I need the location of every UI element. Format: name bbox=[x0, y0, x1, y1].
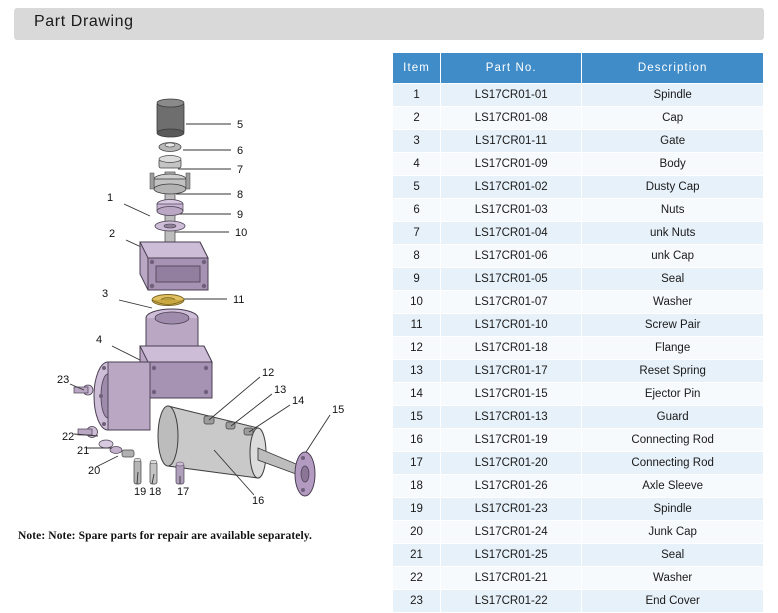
table-row bbox=[393, 291, 764, 314]
cell-part-no: LS17CR01-26 bbox=[441, 475, 582, 498]
table-row bbox=[393, 429, 764, 452]
column-header-description: Description bbox=[582, 53, 764, 84]
callout-13: 13 bbox=[274, 384, 287, 396]
cell-part-no: LS17CR01-18 bbox=[441, 337, 582, 360]
spare-parts-note: Note: Note: Spare parts for repair are available separately. bbox=[18, 530, 312, 542]
table-row bbox=[393, 337, 764, 360]
callout-7: 7 bbox=[237, 164, 244, 176]
cell-description: Washer bbox=[582, 291, 764, 314]
callout-23: 23 bbox=[57, 374, 70, 386]
cell-part-no: LS17CR01-04 bbox=[441, 222, 582, 245]
part-nuts bbox=[159, 143, 181, 152]
cell-description: Flange bbox=[582, 337, 764, 360]
callout-2: 2 bbox=[108, 228, 116, 240]
table-row bbox=[393, 360, 764, 383]
cell-description: Axle Sleeve bbox=[582, 475, 764, 498]
cell-description: Dusty Cap bbox=[582, 176, 764, 199]
cell-part-no: LS17CR01-03 bbox=[441, 199, 582, 222]
cell-part-no: LS17CR01-08 bbox=[441, 107, 582, 130]
cell-description: Spindle bbox=[582, 498, 764, 521]
table-header-row bbox=[393, 53, 764, 84]
part-dusty-cap bbox=[157, 99, 184, 137]
cell-part-no: LS17CR01-11 bbox=[441, 130, 582, 153]
cell-item: 11 bbox=[393, 314, 441, 337]
callout-22: 22 bbox=[62, 431, 75, 443]
column-header-part-no: Part No. bbox=[441, 53, 582, 84]
parts-table bbox=[392, 52, 764, 613]
cell-item: 15 bbox=[393, 406, 441, 429]
table-row bbox=[393, 314, 764, 337]
table-row bbox=[393, 498, 764, 521]
cell-part-no: LS17CR01-15 bbox=[441, 383, 582, 406]
cell-item: 23 bbox=[393, 590, 441, 613]
cell-item: 2 bbox=[393, 107, 441, 130]
table-row bbox=[393, 222, 764, 245]
cell-part-no: LS17CR01-22 bbox=[441, 590, 582, 613]
cell-item: 12 bbox=[393, 337, 441, 360]
cell-item: 6 bbox=[393, 199, 441, 222]
cell-part-no: LS17CR01-01 bbox=[441, 84, 582, 107]
table-row bbox=[393, 590, 764, 613]
table-row bbox=[393, 176, 764, 199]
cell-item: 19 bbox=[393, 498, 441, 521]
cell-description: Connecting Rod bbox=[582, 452, 764, 475]
cell-item: 7 bbox=[393, 222, 441, 245]
callout-14: 14 bbox=[292, 395, 305, 407]
cell-part-no: LS17CR01-20 bbox=[441, 452, 582, 475]
cell-item: 17 bbox=[393, 452, 441, 475]
cell-item: 9 bbox=[393, 268, 441, 291]
cell-part-no: LS17CR01-19 bbox=[441, 429, 582, 452]
cell-description: Ejector Pin bbox=[582, 383, 764, 406]
cell-description: End Cover bbox=[582, 590, 764, 613]
callout-4: 4 bbox=[95, 334, 103, 346]
cell-part-no: LS17CR01-23 bbox=[441, 498, 582, 521]
cell-description: Gate bbox=[582, 130, 764, 153]
cell-item: 22 bbox=[393, 567, 441, 590]
table-row bbox=[393, 521, 764, 544]
cell-description: Spindle bbox=[582, 84, 764, 107]
callout-8: 8 bbox=[237, 189, 244, 201]
cell-item: 4 bbox=[393, 153, 441, 176]
callout-16: 16 bbox=[252, 495, 265, 507]
cell-description: unk Nuts bbox=[582, 222, 764, 245]
table-row bbox=[393, 245, 764, 268]
callout-6: 6 bbox=[237, 145, 244, 157]
callout-21: 21 bbox=[77, 445, 90, 457]
column-header-item: Item bbox=[393, 53, 441, 84]
part-screw-pair bbox=[152, 295, 184, 306]
part-unk-nuts bbox=[159, 156, 181, 169]
cell-part-no: LS17CR01-06 bbox=[441, 245, 582, 268]
cell-item: 18 bbox=[393, 475, 441, 498]
callout-19: 19 bbox=[134, 486, 147, 498]
cell-description: Connecting Rod bbox=[582, 429, 764, 452]
callout-17: 17 bbox=[177, 486, 190, 498]
cell-description: Guard bbox=[582, 406, 764, 429]
part-drawing-panel bbox=[0, 46, 388, 560]
cell-description: Junk Cap bbox=[582, 521, 764, 544]
parts-table-container bbox=[392, 52, 764, 613]
cell-description: unk Cap bbox=[582, 245, 764, 268]
cell-item: 16 bbox=[393, 429, 441, 452]
callout-3: 3 bbox=[101, 288, 109, 300]
exploded-part-diagram bbox=[0, 46, 388, 560]
table-row bbox=[393, 452, 764, 475]
table-row bbox=[393, 268, 764, 291]
cell-item: 14 bbox=[393, 383, 441, 406]
callout-10: 10 bbox=[235, 227, 248, 239]
cell-item: 3 bbox=[393, 130, 441, 153]
cell-item: 8 bbox=[393, 245, 441, 268]
page-title: Part Drawing bbox=[34, 13, 134, 30]
cell-part-no: LS17CR01-13 bbox=[441, 406, 582, 429]
callout-18: 18 bbox=[149, 486, 162, 498]
callout-9: 9 bbox=[237, 209, 244, 221]
table-row bbox=[393, 383, 764, 406]
callout-11: 11 bbox=[233, 294, 245, 306]
table-row bbox=[393, 107, 764, 130]
table-row bbox=[393, 153, 764, 176]
cell-item: 1 bbox=[393, 84, 441, 107]
cell-part-no: LS17CR01-10 bbox=[441, 314, 582, 337]
table-row bbox=[393, 544, 764, 567]
cell-part-no: LS17CR01-25 bbox=[441, 544, 582, 567]
part-left-flange-assembly bbox=[74, 362, 150, 457]
cell-description: Seal bbox=[582, 544, 764, 567]
cell-item: 21 bbox=[393, 544, 441, 567]
cell-item: 5 bbox=[393, 176, 441, 199]
callout-12: 12 bbox=[262, 367, 275, 379]
cell-part-no: LS17CR01-21 bbox=[441, 567, 582, 590]
cell-part-no: LS17CR01-17 bbox=[441, 360, 582, 383]
callout-5: 5 bbox=[237, 119, 244, 131]
cell-part-no: LS17CR01-05 bbox=[441, 268, 582, 291]
cell-part-no: LS17CR01-07 bbox=[441, 291, 582, 314]
cell-description: Body bbox=[582, 153, 764, 176]
cell-description: Cap bbox=[582, 107, 764, 130]
callout-15: 15 bbox=[332, 404, 345, 416]
cell-description: Nuts bbox=[582, 199, 764, 222]
cell-part-no: LS17CR01-24 bbox=[441, 521, 582, 544]
table-row bbox=[393, 84, 764, 107]
cell-description: Seal bbox=[582, 268, 764, 291]
cell-part-no: LS17CR01-09 bbox=[441, 153, 582, 176]
cell-description: Reset Spring bbox=[582, 360, 764, 383]
table-row bbox=[393, 406, 764, 429]
cell-description: Washer bbox=[582, 567, 764, 590]
cell-part-no: LS17CR01-02 bbox=[441, 176, 582, 199]
cell-description: Screw Pair bbox=[582, 314, 764, 337]
part-bonnet-gearbox bbox=[140, 242, 208, 290]
cell-item: 13 bbox=[393, 360, 441, 383]
callout-1: 1 bbox=[106, 192, 114, 204]
callout-20: 20 bbox=[88, 465, 101, 477]
table-row bbox=[393, 130, 764, 153]
table-row bbox=[393, 199, 764, 222]
cell-item: 20 bbox=[393, 521, 441, 544]
cell-item: 10 bbox=[393, 291, 441, 314]
table-row bbox=[393, 475, 764, 498]
part-gate bbox=[140, 309, 212, 398]
table-row bbox=[393, 567, 764, 590]
